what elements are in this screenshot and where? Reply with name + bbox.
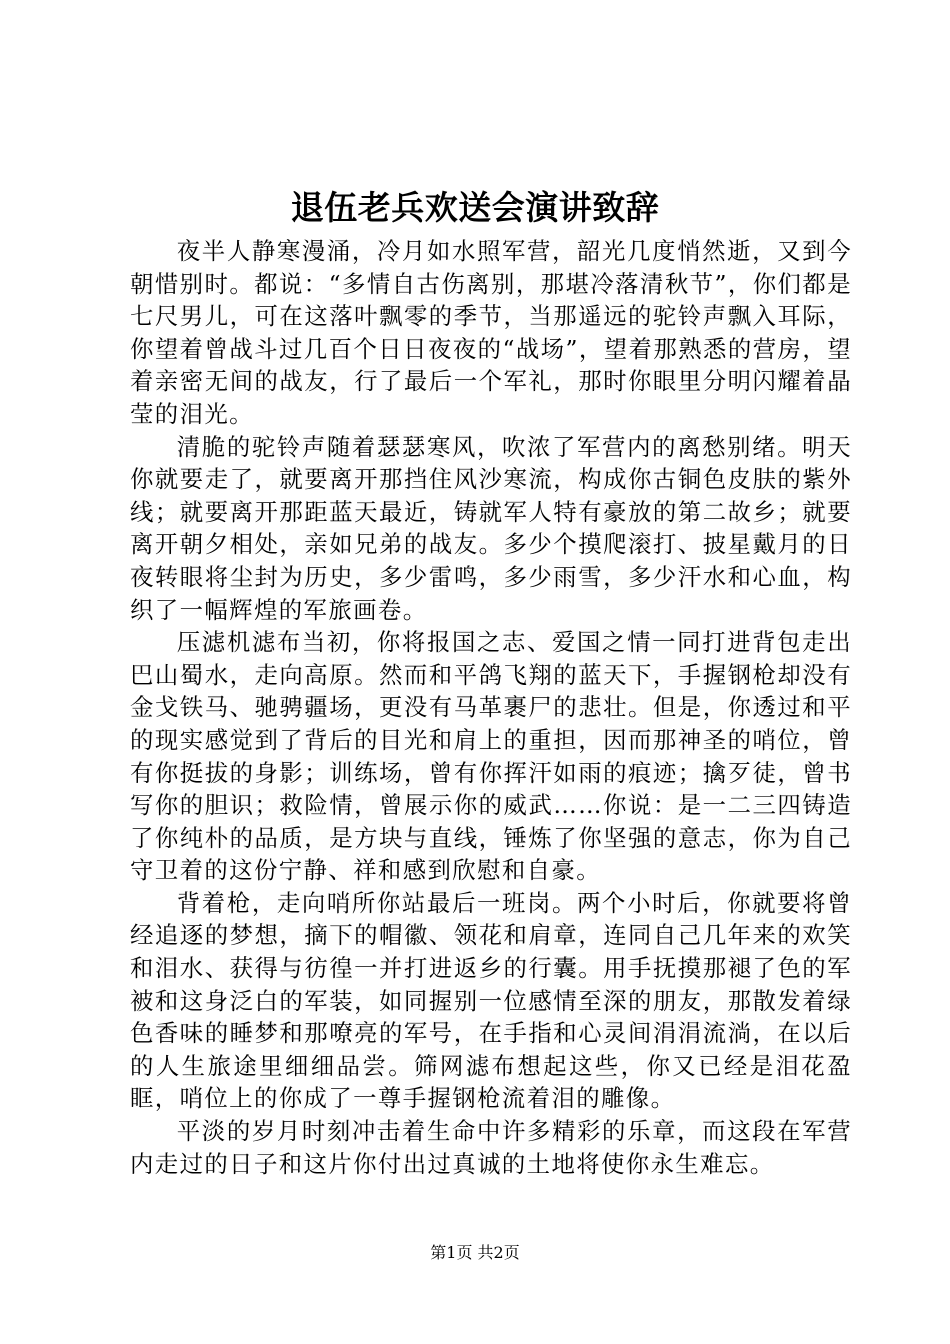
document-title: 退伍老兵欢送会演讲致辞 — [290, 188, 660, 227]
paragraph-2: 清脆的驼铃声随着瑟瑟寒风，吹浓了军营内的离愁别绪。明天你就要走了，就要离开那挡住风沙寒流，构成你古铜色皮肤的紫外线；就要离开那距蓝天最近，铸就军人特有豪放的第二故乡；就要离开朝夕相处，亲如兄弟的战友。多少个摸爬滚打、披星戴月的日夜转眼将尘封为历史，多少雷鸣，多少雨雪，多少汗水和心血，构织了一幅辉煌的军旅画卷。 — [130, 432, 852, 624]
paragraph-5: 平淡的岁月时刻冲击着生命中许多精彩的乐章，而这段在军营内走过的日子和这片你付出过真诚的土地将使你永生难忘。 — [130, 1117, 852, 1178]
page-footer: 第1页 共2页 — [430, 1243, 520, 1262]
paragraph-1: 夜半人静寒漫涌，冷月如水照军营，韶光几度悄然逝，又到今朝惜别时。都说：“多情自古伤离别，那堪冷落清秋节”，你们都是七尺男儿，可在这落叶飘零的季节，当那遥远的驼铃声飘入耳际，你望着曾战斗过几百个日日夜夜的“战场”，望着那熟悉的营房，望着亲密无间的战友，行了最后一个军礼，那时你眼里分明闪耀着晶莹的泪光。 — [130, 237, 852, 428]
document-body — [130, 235, 852, 1180]
paragraph-3: 压滤机滤布当初，你将报国之志、爱国之情一同打进背包走出巴山蜀水，走向高原。然而和平鸽飞翔的蓝天下，手握钢枪却没有金戈铁马、驰骋疆场，更没有马革裹尸的悲壮。但是，你透过和平的现实感觉到了背后的目光和肩上的重担，因而那神圣的哨位，曾有你挺拔的身影；训练场，曾有你挥汗如雨的痕迹；擒歹徒，曾书写你的胆识；救险情，曾展示你的威武……你说：是一二三四铸造了你纯朴的品质，是方块与直线，锤炼了你坚强的意志，你为自己守卫着的这份宁静、祥和感到欣慰和自豪。 — [130, 628, 852, 885]
paragraph-4: 背着枪，走向哨所你站最后一班岗。两个小时后，你就要将曾经追逐的梦想，摘下的帽徽、领花和肩章，连同自己几年来的欢笑和泪水、获得与彷徨一并打进返乡的行囊。用手抚摸那褪了色的军被和这身泛白的军装，如同握别一位感情至深的朋友，那散发着绿色香味的睡梦和那嘹亮的军号，在手指和心灵间涓涓流淌，在以后的人生旅途里细细品尝。筛网滤布想起这些，你又已经是泪花盈眶，哨位上的你成了一尊手握钢枪流着泪的雕像。 — [130, 888, 852, 1113]
